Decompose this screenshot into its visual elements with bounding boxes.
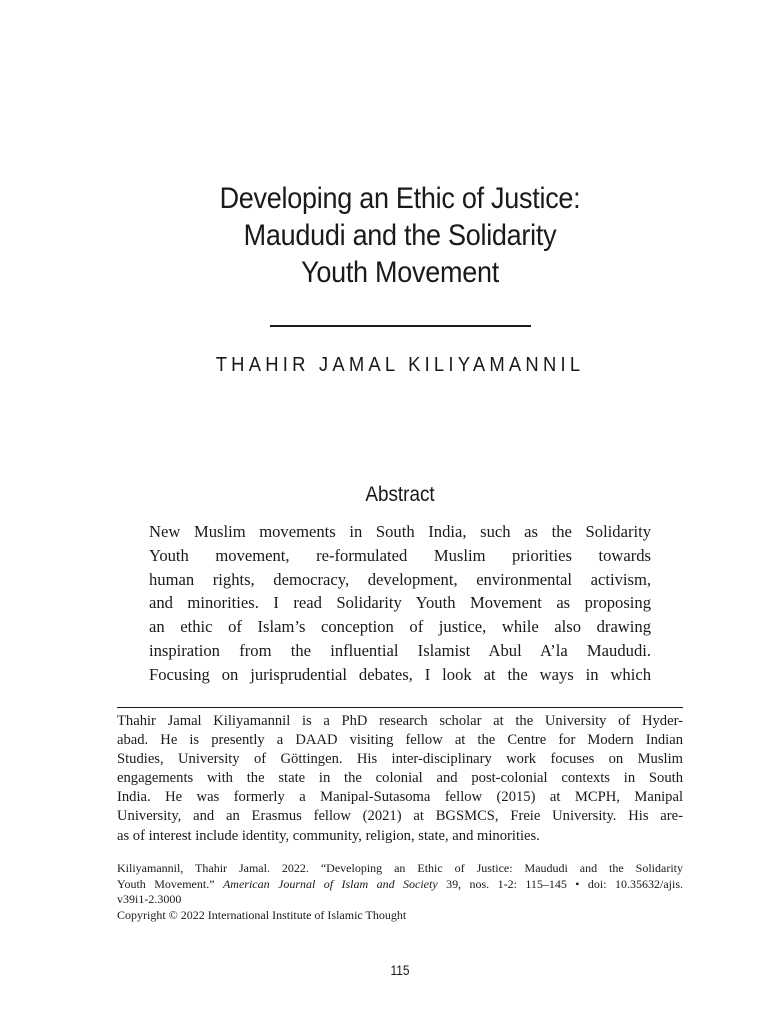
author-name: THAHIR JAMAL KILIYAMANNIL: [215, 354, 585, 376]
title-line-2: Maududi and the Solidarity: [243, 219, 557, 252]
citation-block: [117, 861, 683, 923]
title-divider: [270, 325, 531, 327]
title-line-1: Developing an Ethic of Justice:: [219, 182, 581, 215]
article-title: [130, 180, 670, 291]
citation-line-1: Kiliyamannil, Thahir Jamal. 2022. “Developing an Ethic of Justice: Maududi and the Solidarity: [117, 861, 683, 875]
page-number: 115: [390, 962, 410, 978]
abstract-body: [149, 520, 651, 687]
abstract-line: an ethic of Islam’s conception of justice, while also drawing: [149, 617, 651, 637]
footnote-divider: [117, 707, 683, 708]
bio-line: engagements with the state in the colonial and post-colonial contexts in South: [117, 770, 683, 787]
bio-line: India. He was formerly a Manipal-Sutasoma fellow (2015) at MCPH, Manipal: [117, 789, 683, 806]
author-bio-footnote: [117, 712, 683, 846]
abstract-line: New Muslim movements in South India, such as the Solidarity: [149, 522, 651, 541]
bio-line: as of interest include identity, community, religion, state, and minorities.: [117, 827, 540, 844]
copyright-line: Copyright © 2022 International Institute of Islamic Thought: [117, 907, 407, 922]
citation-line-2: [117, 877, 683, 893]
citation-title-end: Youth Movement.”: [117, 876, 215, 891]
bio-line: abad. He is presently a DAAD visiting fellow at the Centre for Modern Indian: [117, 732, 683, 749]
citation-line-3: v39i1-2.3000: [117, 892, 182, 907]
abstract-line: human rights, democracy, development, environmental activism,: [149, 569, 651, 589]
bio-line: University, and an Erasmus fellow (2021) at BGSMCS, Freie University. His are-: [117, 808, 683, 825]
abstract-line: inspiration from the influential Islamist Abul A’la Maududi.: [149, 640, 651, 660]
journal-name: American Journal of Islam and Society: [222, 876, 438, 891]
bio-line: Studies, University of Göttingen. His inter-disciplinary work focuses on Muslim: [117, 751, 683, 768]
abstract-heading: Abstract: [365, 483, 435, 506]
abstract-line: Focusing on jurisprudential debates, I look at the ways in which: [149, 664, 651, 684]
title-line-3: Youth Movement: [301, 256, 499, 289]
abstract-line: and minorities. I read Solidarity Youth Movement as proposing: [149, 593, 651, 613]
citation-volume-doi: 39, nos. 1-2: 115–145 • doi: 10.35632/ajis.: [446, 876, 684, 891]
bio-line: Thahir Jamal Kiliyamannil is a PhD research scholar at the University of Hyder-: [117, 713, 683, 729]
abstract-line: Youth movement, re-formulated Muslim priorities towards: [149, 545, 651, 565]
